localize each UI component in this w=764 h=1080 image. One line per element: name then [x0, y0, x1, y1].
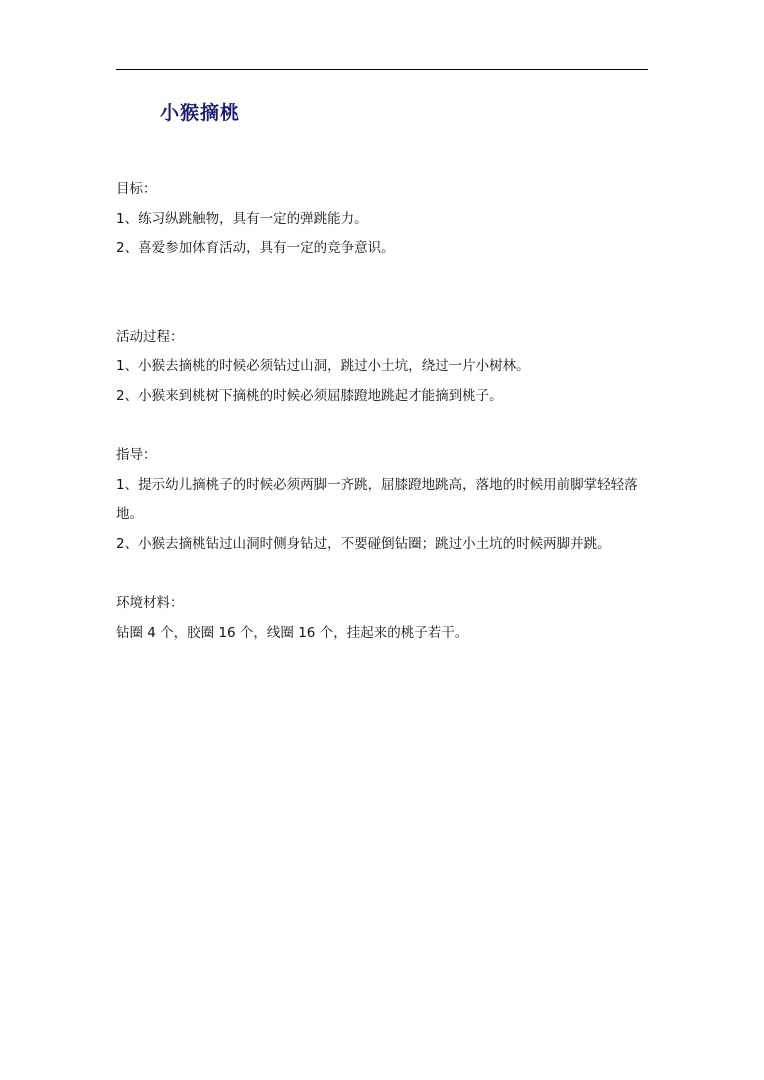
document-title: 小猴摘桃 — [160, 102, 241, 124]
list-item: 1、练习纵跳触物，具有一定的弹跳能力。 — [116, 210, 368, 227]
document-body — [116, 175, 652, 648]
list-item: 2、小猴去摘桃钻过山洞时侧身钻过，不要碰倒钻圈；跳过小土坑的时候两脚并跳。 — [116, 535, 611, 552]
spacer — [116, 411, 652, 441]
list-item: 1、小猴去摘桃的时候必须钻过山洞，跳过小土坑，绕过一片小树林。 — [116, 358, 530, 374]
section-heading: 活动过程： — [116, 328, 184, 345]
section-heading: 目标： — [116, 181, 157, 197]
list-item: 钻圈 4 个，胶圈 16 个，线圈 16 个，挂起来的桃子若干。 — [116, 624, 469, 641]
section-materials — [116, 589, 652, 648]
list-item: 1、提示幼儿摘桃子的时候必须两脚一齐跳，屈膝蹬地跳高，落地的时候用前脚掌轻轻落地。 — [116, 476, 638, 522]
section-guidance — [116, 441, 652, 559]
list-item: 2、喜爱参加体育活动，具有一定的竞争意识。 — [116, 240, 395, 256]
spacer — [116, 264, 652, 323]
section-process — [116, 323, 652, 412]
list-item: 2、小猴来到桃树下摘桃的时候必须屈膝蹬地跳起才能摘到桃子。 — [116, 387, 503, 404]
section-goals — [116, 175, 652, 264]
header-rule — [116, 69, 648, 70]
section-heading: 指导： — [116, 447, 157, 463]
spacer — [116, 559, 652, 589]
section-heading: 环境材料： — [116, 595, 184, 611]
